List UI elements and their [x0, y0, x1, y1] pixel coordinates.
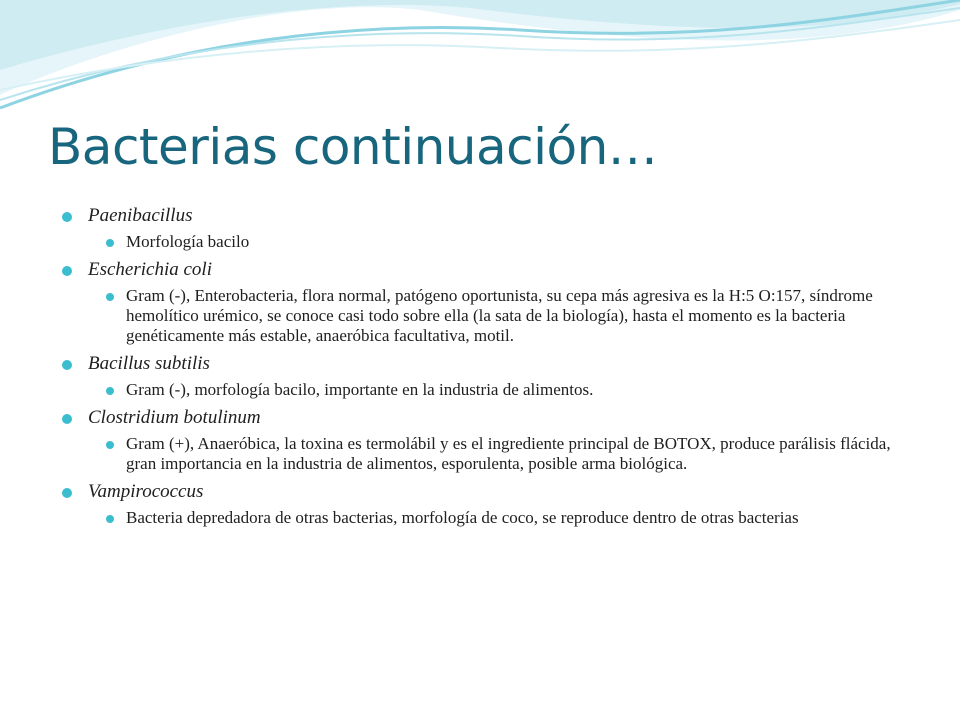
detail-item: [88, 380, 910, 400]
bullet-icon: [62, 360, 72, 370]
slide-title: Bacterias continuación…: [48, 118, 658, 176]
bacteria-name: Clostridium botulinum: [88, 407, 261, 428]
detail-text: Gram (-), Enterobacteria, flora normal, patógeno oportunista, su cepa más agresiva es la H:5 O:157, síndrome hemolítico urémico, se conoce casi todo sobre ella (la sata de la biología), hasta el momento es la bacteria genéticamente más estable, anaeróbica facultativa, motil.: [126, 286, 873, 345]
bacteria-list: [60, 204, 910, 534]
detail-text: Bacteria depredadora de otras bacterias, morfología de coco, se reproduce dentro de otras bacterias: [126, 508, 799, 527]
bullet-icon: [62, 414, 72, 424]
bullet-icon: [106, 441, 114, 449]
list-item: [60, 258, 910, 346]
bullet-icon: [62, 212, 72, 222]
detail-text: Gram (-), morfología bacilo, importante en la industria de alimentos.: [126, 380, 594, 399]
list-item: [60, 352, 910, 400]
bullet-icon: [106, 515, 114, 523]
bullet-icon: [62, 488, 72, 498]
bullet-icon: [62, 266, 72, 276]
detail-item: [88, 232, 910, 252]
detail-list: [88, 380, 910, 400]
detail-list: [88, 508, 910, 528]
detail-text: Gram (+), Anaeróbica, la toxina es termolábil y es el ingrediente principal de BOTOX, produce parálisis flácida, gran importancia en la industria de alimentos, esporulenta, posible arma biológica.: [126, 434, 891, 473]
detail-list: [88, 286, 910, 346]
list-item: [60, 406, 910, 474]
bacteria-name: Escherichia coli: [88, 259, 212, 280]
detail-item: [88, 508, 910, 528]
bacteria-name: Vampirococcus: [88, 481, 204, 502]
bullet-icon: [106, 239, 114, 247]
detail-list: [88, 434, 910, 474]
detail-item: [88, 286, 910, 346]
list-item: [60, 480, 910, 528]
bacteria-name: Paenibacillus: [88, 205, 193, 226]
detail-text: Morfología bacilo: [126, 232, 250, 251]
bullet-icon: [106, 387, 114, 395]
detail-item: [88, 434, 910, 474]
bullet-icon: [106, 293, 114, 301]
bacteria-name: Bacillus subtilis: [88, 353, 210, 374]
detail-list: [88, 232, 910, 252]
list-item: [60, 204, 910, 252]
decorative-wave-banner: [0, 0, 960, 120]
